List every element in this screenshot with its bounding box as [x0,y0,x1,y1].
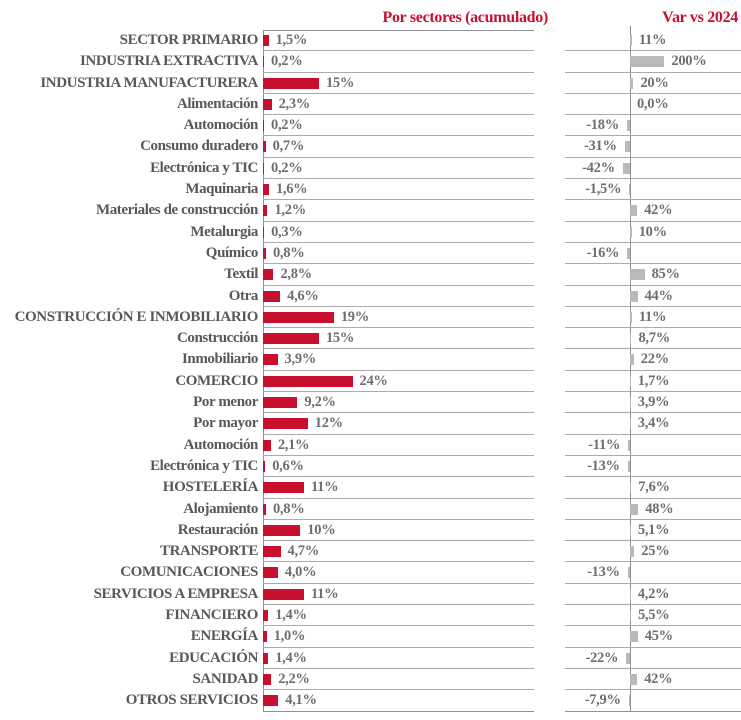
sector-share-bar [263,653,268,664]
variation-value: -13% [587,457,620,474]
variation-value: 20% [640,74,669,91]
sector-share-value: 0,8% [272,244,305,261]
left-bar-cell [263,200,534,221]
table-row [0,136,741,157]
left-bar-cell [263,456,534,477]
variation-value: 1,7% [637,372,670,389]
sector-share-value: 1,0% [273,628,306,645]
variation-value: -16% [586,244,620,261]
sector-share-bar [263,525,300,536]
variation-value: 4,2% [637,585,670,602]
right-bar-cell [565,264,741,285]
panel-gap [534,413,565,434]
variation-value: 10% [638,223,667,240]
sector-share-value: 11% [311,479,339,496]
table-row [0,499,741,520]
variation-bar [630,631,638,642]
sector-share-value: 0,6% [272,457,304,474]
left-bar-cell [263,94,534,115]
variation-bar [630,56,664,67]
sector-share-value: 2,1% [277,436,310,453]
panel-gap [534,222,565,243]
row-label: TRANSPORTE [160,543,258,560]
right-bar-cell [565,648,741,669]
table-row [0,200,741,221]
sector-share-value: 1,6% [275,181,308,198]
variation-bar [627,248,630,259]
panel-gap [534,669,565,690]
row-label: ENERGÍA [190,628,258,645]
sector-share-value: 0,2% [271,159,303,176]
row-label: Por menor [193,394,258,411]
sector-share-bar [263,35,269,46]
variation-value: 5,5% [637,607,670,624]
panel-gap [534,520,565,541]
sector-share-bar [263,504,266,515]
right-bar-cell [565,392,741,413]
sector-share-value: 0,7% [272,138,305,155]
row-label: SANIDAD [192,670,258,687]
sector-share-bar [263,312,334,323]
table-row [0,73,741,94]
variation-bar [630,674,637,685]
variation-value: 7,6% [638,479,670,496]
variation-bar [630,291,638,302]
variation-value: 25% [641,543,670,560]
table-row [0,307,741,328]
sector-share-value: 15% [325,330,355,347]
row-label: SERVICIOS A EMPRESA [93,585,258,602]
panel-gap [534,690,565,711]
row-label: Automoción [183,436,258,453]
left-bar-cell [263,499,534,520]
variation-value: -22% [585,649,619,666]
table-row [0,392,741,413]
row-label: Materiales de construcción [95,202,258,219]
variation-value: 200% [671,53,707,70]
panel-gap [534,30,565,51]
row-label: INDUSTRIA EXTRACTIVA [79,53,258,70]
variation-bar [628,461,630,472]
right-bar-cell [565,499,741,520]
panel-gap [534,51,565,72]
variation-value: 22% [640,351,669,368]
row-label: Químico [205,244,258,261]
table-row [0,605,741,626]
right-bar-cell [565,477,741,498]
left-bar-cell [263,286,534,307]
variation-value: -18% [586,117,619,134]
sector-share-value: 4,1% [285,692,317,709]
variation-value: 85% [651,266,680,283]
sector-share-value: 2,2% [278,670,310,687]
right-bar-cell [565,371,741,392]
left-bar-cell [263,435,534,456]
sector-share-value: 24% [359,372,388,389]
variation-bar [627,120,630,131]
row-label: CONSTRUCCIÓN E INMOBILIARIO [14,308,258,325]
variation-bar [630,546,634,557]
sector-share-value: 4,0% [284,564,317,581]
panel-gap [534,307,565,328]
variation-value: 0,0% [637,95,669,112]
table-row [0,264,741,285]
sector-share-bar [263,78,319,89]
left-bar-cell [263,690,534,711]
right-bar-cell [565,136,741,157]
right-bar-cell [565,669,741,690]
right-bar-cell [565,584,741,605]
variation-bar [630,227,632,238]
left-bar-cell [263,136,534,157]
row-label: Textil [224,266,258,283]
sector-share-bar [263,291,280,302]
table-row [0,94,741,115]
sector-share-bar [263,227,264,238]
panel-gap [534,392,565,413]
table-row [0,349,741,370]
sector-share-bar [263,269,273,280]
table-row [0,477,741,498]
panel-gap [534,435,565,456]
sector-share-value: 0,2% [271,117,303,134]
panel-gap [534,541,565,562]
sector-share-value: 3,9% [284,351,316,368]
variation-bar [625,141,630,152]
variation-bar [623,163,630,174]
left-bar-cell [263,158,534,179]
panel-gap [534,328,565,349]
sector-share-bar [263,248,266,259]
table-row [0,413,741,434]
row-label: Alojamiento [183,500,258,517]
row-label: Por mayor [193,415,258,432]
sector-share-bar [263,397,297,408]
row-label: Otra [228,287,258,304]
right-bar-cell [565,690,741,711]
right-bar-cell [565,520,741,541]
sector-share-bar [263,205,267,216]
variation-bar [626,653,630,664]
right-bar-cell [565,456,741,477]
row-label: Construcción [176,330,258,347]
right-bar-cell [565,413,741,434]
panel-gap [534,286,565,307]
sector-share-bar [263,674,271,685]
panel-gap [534,179,565,200]
right-bar-cell [565,222,741,243]
right-bar-cell [565,30,741,51]
table-row [0,520,741,541]
sector-share-value: 0,3% [271,223,303,240]
sector-share-value: 0,8% [272,500,305,517]
left-bar-cell [263,264,534,285]
sector-share-value: 15% [325,74,355,91]
left-bar-cell [263,328,534,349]
right-bar-cell [565,349,741,370]
variation-bar [630,354,634,365]
panel-gap [534,648,565,669]
variation-bar [630,610,631,621]
left-bar-cell [263,371,534,392]
right-bar-cell [565,328,741,349]
variation-bar [628,567,630,578]
left-bar-cell [263,73,534,94]
right-panel-title: Var vs 2024 [662,9,738,26]
right-bar-cell [565,605,741,626]
row-label: Inmobiliario [181,351,258,368]
variation-bar [630,269,645,280]
variation-value: 45% [644,628,673,645]
panel-gap [534,94,565,115]
row-label: Electrónica y TIC [150,457,258,474]
row-label: Automoción [183,117,258,134]
table-row [0,286,741,307]
sector-share-value: 1,5% [275,32,308,48]
row-label: FINANCIERO [165,607,258,624]
panel-gap [534,562,565,583]
variation-bar [630,78,633,89]
row-label: Consumo duradero [140,138,258,155]
variation-bar [630,205,637,216]
table-row [0,222,741,243]
panel-gap [534,115,565,136]
right-bar-cell [565,541,741,562]
variation-bar [630,376,631,387]
right-bar-cell [565,435,741,456]
table-row [0,456,741,477]
sector-share-value: 19% [340,308,369,325]
row-label: Maquinaria [185,181,258,198]
left-bar-cell [263,349,534,370]
panel-gap [534,243,565,264]
variation-bar [630,35,632,46]
table-row [0,562,741,583]
table-row [0,328,741,349]
left-bar-cell [263,307,534,328]
variation-value: 44% [644,287,673,304]
variation-value: -1,5% [585,181,622,198]
variation-bar [630,589,631,600]
variation-value: 11% [638,32,667,48]
table-row [0,626,741,647]
variation-value: -13% [587,564,620,581]
variation-bar [628,440,630,451]
sector-share-value: 1,2% [274,202,306,219]
right-bar-cell [565,307,741,328]
sector-share-bar [263,461,265,472]
variation-bar [630,504,638,515]
sector-share-bar [263,482,304,493]
sector-share-value: 4,6% [287,287,319,304]
table-row [0,371,741,392]
panel-gap [534,73,565,94]
panel-gap [534,477,565,498]
right-bar-cell [565,73,741,94]
right-bar-cell [565,243,741,264]
sector-share-bar [263,589,304,600]
variation-value: -11% [588,436,621,453]
sector-share-bar [263,99,272,110]
sector-share-bar [263,376,353,387]
row-label: COMUNICACIONES [120,564,258,581]
variation-bar [630,333,631,344]
right-bar-cell [565,286,741,307]
table-row [0,179,741,200]
left-bar-cell [263,541,534,562]
sector-share-bar [263,56,264,67]
row-label: OTROS SERVICIOS [125,692,258,709]
panel-gap [534,371,565,392]
rows [0,30,741,712]
row-label: Restauración [177,521,258,538]
variation-value: 3,9% [637,394,670,411]
right-bar-cell [565,562,741,583]
sector-share-bar [263,333,319,344]
row-label: HOSTELERÍA [162,479,258,496]
panel-gap [534,264,565,285]
left-bar-cell [263,562,534,583]
right-bar-cell [565,51,741,72]
sector-share-value: 2,8% [280,266,312,283]
row-label: INDUSTRIA MANUFACTURERA [40,74,258,91]
sector-share-value: 9,2% [304,394,336,411]
sector-share-bar [263,440,271,451]
variation-value: -7,9% [584,692,621,709]
table-row [0,541,741,562]
sector-share-bar [263,695,278,706]
left-bar-cell [263,179,534,200]
variation-bar [630,312,632,323]
table-row [0,435,741,456]
sector-share-value: 1,4% [275,649,307,666]
sector-share-bar [263,141,266,152]
left-bar-cell [263,243,534,264]
table-row [0,158,741,179]
left-bar-cell [263,584,534,605]
sector-share-value: 4,7% [287,543,319,560]
left-panel-title: Por sectores (acumulado) [382,9,548,26]
variation-value: 11% [638,308,667,325]
row-label: EDUCACIÓN [169,649,258,666]
variation-bar [629,695,630,706]
sector-share-bar [263,163,264,174]
variation-value: 3,4% [637,415,670,432]
table-row [0,584,741,605]
sector-share-bar [263,610,268,621]
panel-gap [534,456,565,477]
sector-share-value: 10% [307,521,336,538]
table-row [0,51,741,72]
row-label: Electrónica y TIC [150,159,258,176]
variation-value: 5,1% [637,521,670,538]
panel-gap [534,158,565,179]
variation-bar [630,397,631,408]
left-bar-cell [263,413,534,434]
sector-share-value: 1,4% [275,607,307,624]
left-bar-cell [263,669,534,690]
variation-bar [629,184,630,195]
sector-share-bar [263,354,278,365]
table-row [0,115,741,136]
left-bar-cell [263,51,534,72]
table-row [0,648,741,669]
row-label: SECTOR PRIMARIO [119,32,258,48]
panel-gap [534,584,565,605]
left-bar-cell [263,392,534,413]
panel-gap [534,349,565,370]
left-bar-cell [263,477,534,498]
sector-share-bar [263,631,267,642]
sector-share-value: 2,3% [278,95,311,112]
row-label: COMERCIO [175,372,258,389]
sector-share-bar [263,184,269,195]
left-bar-cell [263,605,534,626]
sector-share-bar [263,120,264,131]
panel-gap [534,136,565,157]
variation-value: 42% [644,202,673,219]
left-bar-cell [263,115,534,136]
left-bar-cell [263,30,534,51]
panel-gap [534,499,565,520]
left-bar-cell [263,222,534,243]
right-bar-cell [565,200,741,221]
variation-value: 8,7% [638,330,670,347]
left-bar-cell [263,648,534,669]
variation-value: -31% [584,138,617,155]
variation-value: -42% [582,159,615,176]
left-bar-cell [263,520,534,541]
sector-share-bar [263,418,308,429]
panel-gap [534,605,565,626]
row-label: Alimentación [176,95,258,112]
right-bar-cell [565,115,741,136]
right-bar-cell [565,179,741,200]
panel-gap [534,626,565,647]
sector-share-bar [263,546,281,557]
variation-value: 42% [644,670,673,687]
right-bar-cell [565,626,741,647]
variation-bar [630,525,631,536]
table-row [0,243,741,264]
row-label: Metalurgia [190,223,258,240]
variation-value: 48% [645,500,674,517]
variation-bar [630,418,631,429]
sector-share-value: 12% [314,415,343,432]
sector-share-bar [263,567,278,578]
variation-bar [630,482,631,493]
table-row [0,669,741,690]
table-row [0,690,741,711]
right-bar-cell [565,94,741,115]
sector-share-value: 11% [311,585,339,602]
left-bar-cell [263,626,534,647]
panel-gap [534,200,565,221]
sector-share-value: 0,2% [271,53,303,70]
table-row [0,30,741,51]
right-bar-cell [565,158,741,179]
